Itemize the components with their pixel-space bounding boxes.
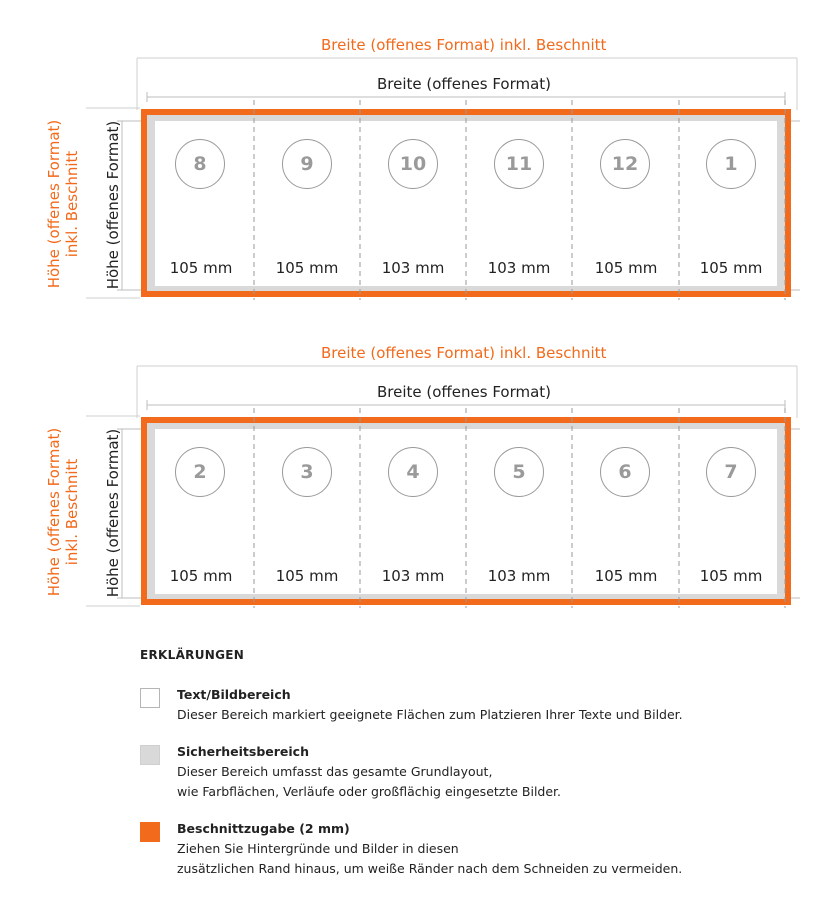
bleed-swatch — [140, 822, 160, 842]
page-number: 11 — [494, 139, 544, 189]
page-number: 5 — [494, 447, 544, 497]
panel-width: 105 mm — [169, 259, 233, 277]
legend-item-text: Dieser Bereich markiert geeignete Flächen zum Platzieren Ihrer Texte und Bilder. — [177, 707, 683, 722]
page-number: 4 — [388, 447, 438, 497]
panel-width: 105 mm — [594, 259, 658, 277]
height-bleed-label-line2: inkl. Beschnitt — [63, 150, 81, 258]
panel-width: 103 mm — [487, 567, 551, 585]
height-label: Höhe (offenes Format) — [104, 120, 122, 290]
page-number: 12 — [600, 139, 650, 189]
legend-item-text: Dieser Bereich umfasst das gesamte Grundlayout, — [177, 764, 493, 779]
legend — [140, 648, 790, 876]
spread-2 — [0, 308, 839, 608]
spread-1 — [0, 0, 839, 300]
panel-width: 105 mm — [594, 567, 658, 585]
legend-item-title: Sicherheitsbereich — [177, 744, 309, 759]
page-number: 10 — [388, 139, 438, 189]
legend-item-text: wie Farbflächen, Verläufe oder großflächig eingesetzte Bilder. — [177, 784, 562, 799]
height-bleed-label-line1: Höhe (offenes Format) — [45, 427, 63, 597]
panel-width: 103 mm — [381, 567, 445, 585]
page-number: 6 — [600, 447, 650, 497]
height-bleed-label — [45, 412, 81, 612]
legend-item-text: Ziehen Sie Hintergründe und Bilder in diesen — [177, 841, 459, 856]
height-bleed-label-line1: Höhe (offenes Format) — [45, 119, 63, 289]
width-bleed-label: Breite (offenes Format) inkl. Beschnitt — [321, 344, 607, 362]
legend-item-title: Text/Bildbereich — [177, 687, 291, 702]
page-number: 3 — [282, 447, 332, 497]
page-number: 2 — [175, 447, 225, 497]
page-number: 7 — [706, 447, 756, 497]
safety-area-swatch — [140, 745, 160, 765]
page-number: 9 — [282, 139, 332, 189]
page-number: 1 — [706, 139, 756, 189]
legend-item-title: Beschnittzugabe (2 mm) — [177, 821, 350, 836]
panel-width: 105 mm — [275, 567, 339, 585]
width-bleed-label: Breite (offenes Format) inkl. Beschnitt — [321, 36, 607, 54]
panel-width: 103 mm — [381, 259, 445, 277]
legend-item-text: zusätzlichen Rand hinaus, um weiße Ränder nach dem Schneiden zu vermeiden. — [177, 861, 683, 876]
panel-width: 105 mm — [699, 259, 763, 277]
height-label: Höhe (offenes Format) — [104, 428, 122, 598]
legend-title: ERKLÄRUNGEN — [140, 648, 245, 662]
page-number: 8 — [175, 139, 225, 189]
text-area-swatch — [140, 688, 160, 708]
panel-width: 105 mm — [275, 259, 339, 277]
panel-width: 105 mm — [699, 567, 763, 585]
width-label: Breite (offenes Format) — [377, 75, 552, 93]
panel-width: 103 mm — [487, 259, 551, 277]
panel-width: 105 mm — [169, 567, 233, 585]
width-label: Breite (offenes Format) — [377, 383, 552, 401]
height-bleed-label-line2: inkl. Beschnitt — [63, 458, 81, 566]
height-bleed-label — [45, 104, 81, 304]
